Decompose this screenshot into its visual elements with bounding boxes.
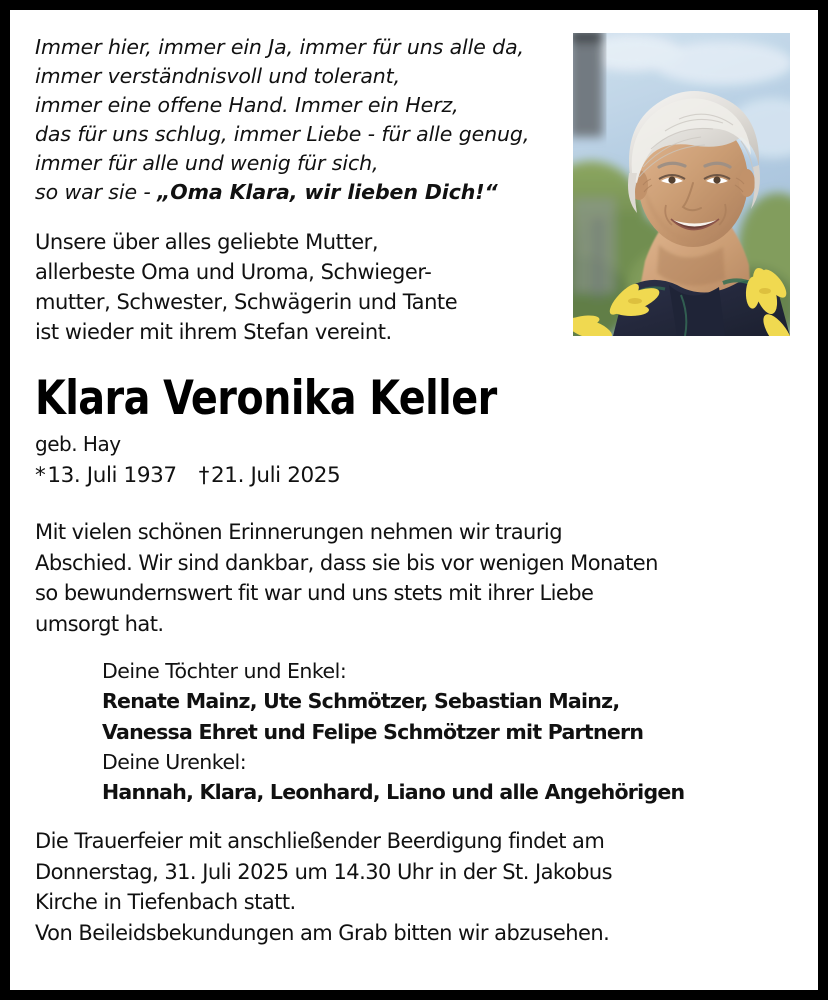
memory-line: so bewundernswert fit war und uns stets mit ihrer Liebe (35, 581, 594, 605)
poem-line: immer verständnisvoll und tolerant, (35, 64, 401, 88)
poem-last-line (35, 178, 565, 207)
funeral-line: Kirche in Tiefenbach statt. (35, 890, 296, 914)
memory-line: Mit vielen schönen Erinnerungen nehmen wir traurig (35, 520, 562, 544)
memory-line: umsorgt hat. (35, 611, 164, 636)
poem-quote: „Oma Klara, wir lieben Dich!“ (157, 180, 498, 204)
death-symbol: † (198, 463, 210, 488)
memorial-poem (35, 33, 565, 207)
intro-paragraph (35, 227, 575, 347)
funeral-line: Donnerstag, 31. Juli 2025 um 14.30 Uhr in der St. Jakobus (35, 859, 613, 884)
poem-line: immer für alle und wenig für sich, (35, 151, 379, 175)
notice-text-column (35, 33, 818, 948)
poem-line: Immer hier, immer ein Ja, immer für uns alle da, (35, 35, 524, 59)
deceased-name-block (35, 373, 818, 491)
birth-symbol: * (35, 463, 46, 488)
funeral-details (35, 826, 818, 948)
mourners-block (102, 657, 818, 808)
daughters-label: Deine Töchter und Enkel: (102, 659, 347, 683)
funeral-line: Von Beileidsbekundungen am Grab bitten wir abzusehen. (35, 920, 610, 945)
deceased-full-name: Klara Veronika Keller (35, 371, 497, 426)
intro-line: allerbeste Oma und Uroma, Schwieger- (35, 260, 432, 284)
great-grandchildren-label: Deine Urenkel: (102, 750, 247, 774)
intro-line: ist wieder mit ihrem Stefan vereint. (35, 320, 392, 344)
poem-line: das für uns schlug, immer Liebe - für alle genug, (35, 122, 530, 146)
intro-line: mutter, Schwester, Schwägerin und Tante (35, 290, 458, 314)
daughters-names-line: Renate Mainz, Ute Schmötzer, Sebastian Mainz, (102, 689, 620, 713)
notice-inner-area (10, 10, 818, 990)
deceased-maiden-name: geb. Hay (35, 432, 121, 456)
deceased-dates (35, 461, 818, 491)
memory-line: Abschied. Wir sind dankbar, dass sie bis vor wenigen Monaten (35, 550, 658, 575)
funeral-line: Die Trauerfeier mit anschließender Beerdigung findet am (35, 829, 605, 853)
poem-line: immer eine offene Hand. Immer ein Herz, (35, 93, 459, 117)
memory-paragraph (35, 517, 815, 639)
daughters-names-line: Vanessa Ehret und Felipe Schmötzer mit Partnern (102, 720, 644, 744)
intro-line: Unsere über alles geliebte Mutter, (35, 230, 379, 254)
birth-date: 13. Juli 1937 (47, 463, 177, 488)
poem-last-line-prefix: so war sie - (35, 180, 158, 204)
great-grandchildren-names: Hannah, Klara, Leonhard, Liano und alle Angehörigen (102, 780, 685, 804)
death-date: 21. Juli 2025 (211, 463, 341, 488)
